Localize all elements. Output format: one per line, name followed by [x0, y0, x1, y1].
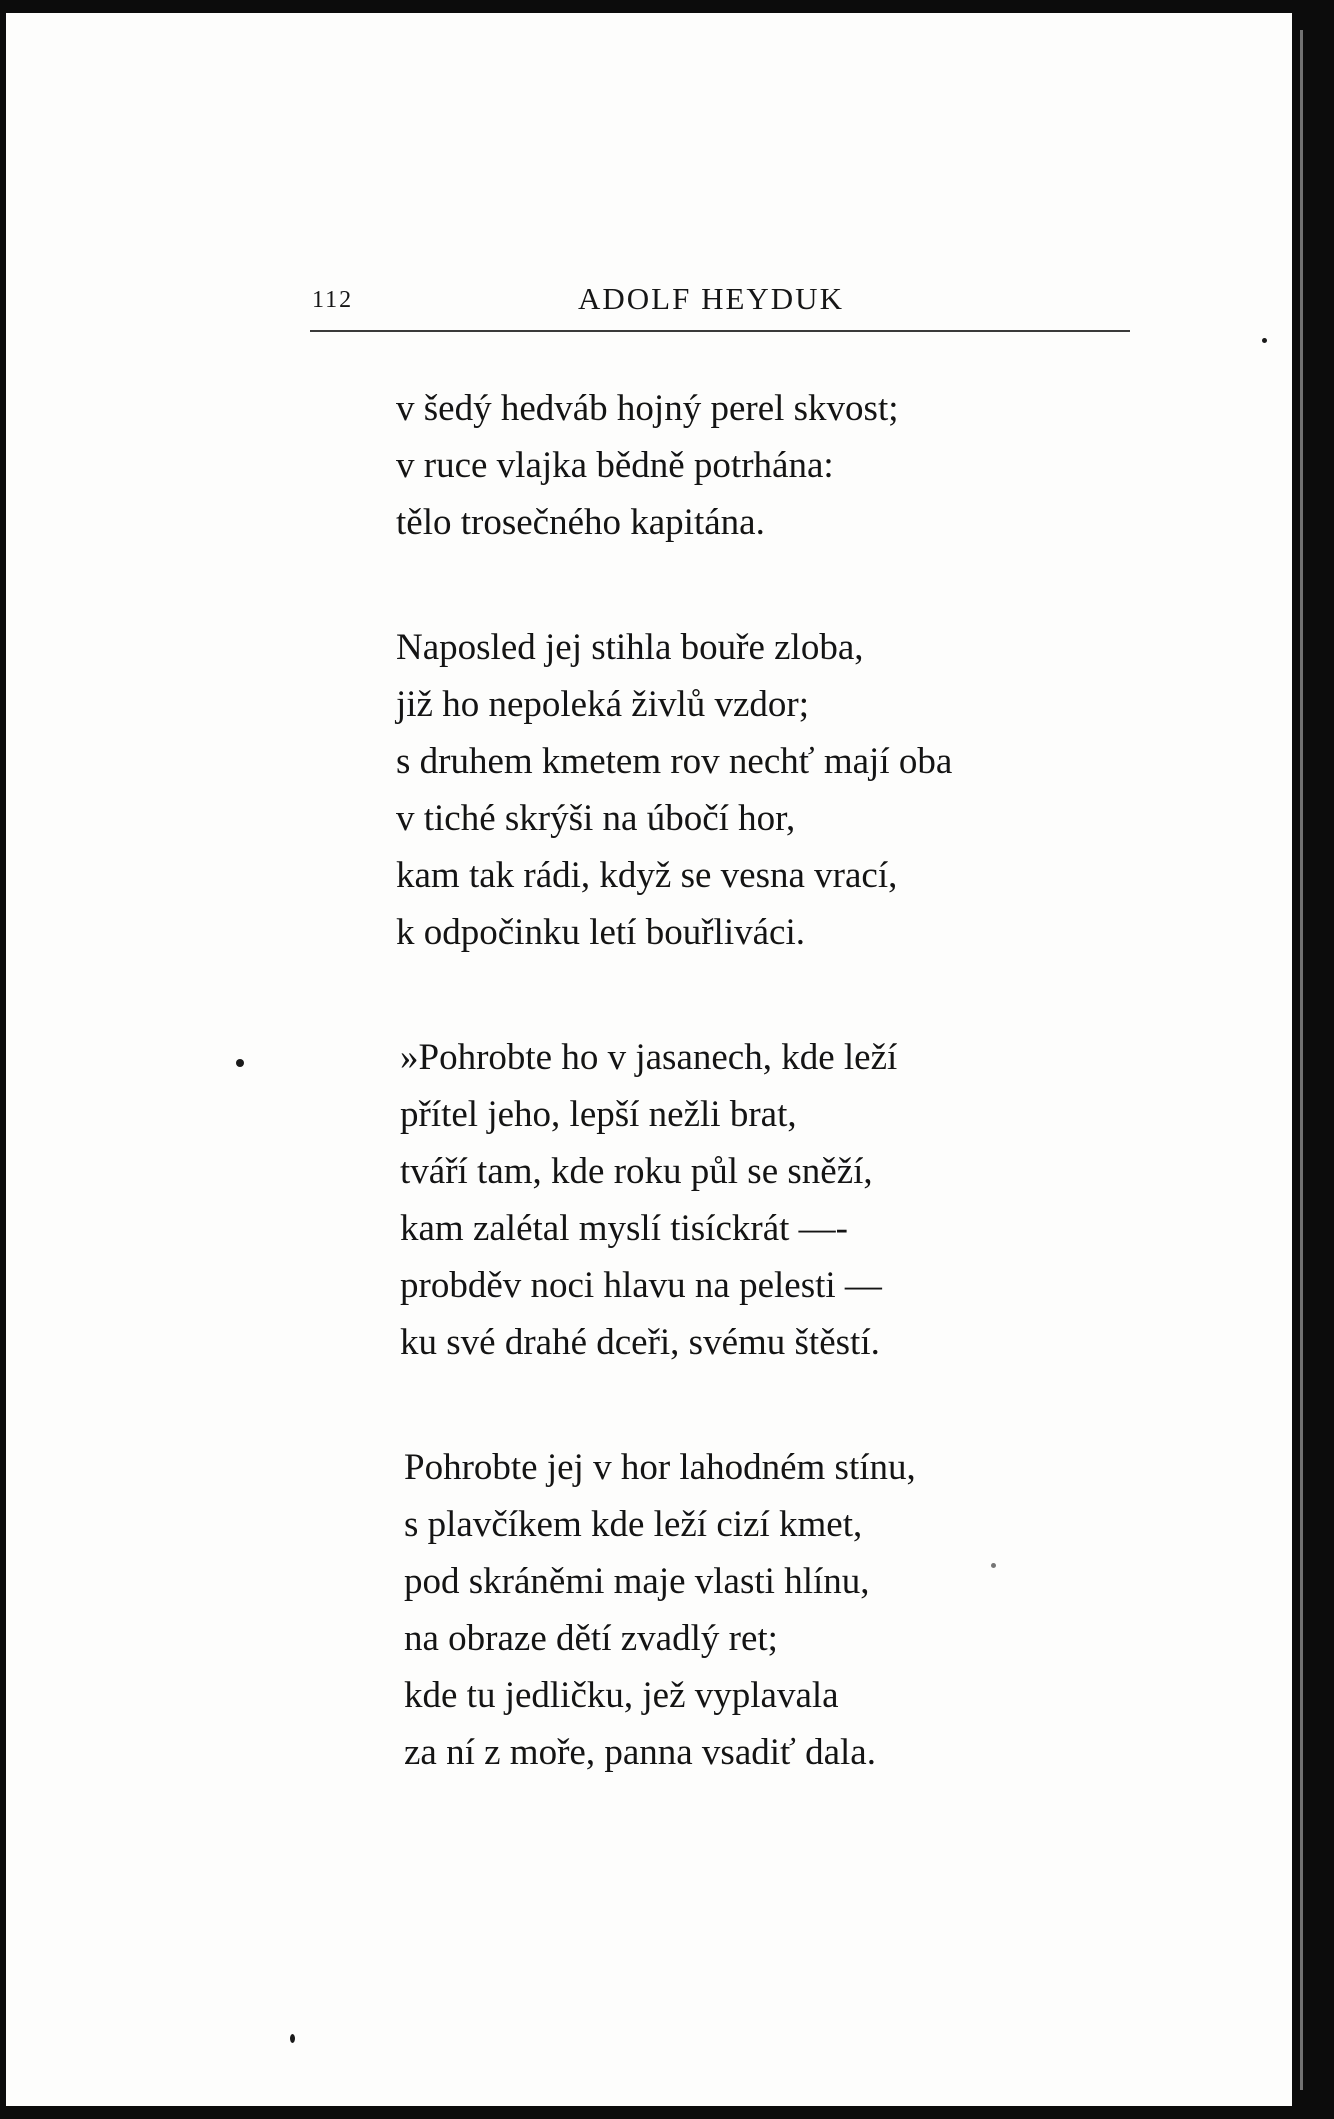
verse-line: na obraze dětí zvadlý ret; [404, 1618, 778, 1659]
verse-line: kam tak rádi, když se vesna vrací, [396, 855, 898, 896]
verse-line: přítel jeho, lepší nežli brat, [400, 1094, 797, 1135]
verse-line: v ruce vlajka bědně potrhána: [396, 445, 834, 486]
verse-line: Pohrobte jej v hor lahodném stínu, [404, 1447, 916, 1488]
verse-line: s druhem kmetem rov nechť mají oba [396, 741, 953, 782]
stanza [404, 1439, 1156, 1781]
verse-line: ku své drahé dceři, svému štěstí. [400, 1322, 880, 1363]
ink-speck [236, 1059, 244, 1067]
verse-line: kde tu jedličku, jež vyplavala [404, 1675, 839, 1716]
ink-speck [991, 1563, 996, 1568]
ink-speck [1262, 338, 1267, 343]
verse-line: za ní z moře, panna vsadiť dala. [404, 1732, 876, 1773]
verse-line: v tiché skrýši na úbočí hor, [396, 798, 796, 839]
verse-line: s plavčíkem kde leží cizí kmet, [404, 1504, 863, 1545]
verse-line: tělo trosečného kapitána. [396, 502, 765, 543]
page-number: 112 [312, 287, 354, 313]
ink-speck [290, 2034, 295, 2043]
page-header [306, 281, 1130, 321]
verse-line: v šedý hedváb hojný perel skvost; [396, 388, 899, 429]
stanza [396, 380, 1156, 551]
verse-line: »Pohrobte ho v jasanech, kde leží [400, 1037, 898, 1078]
running-title: ADOLF HEYDUK [578, 281, 844, 316]
stanza [396, 619, 1156, 961]
verse-line: tváří tam, kde roku půl se sněží, [400, 1151, 873, 1192]
verse-line: Naposled jej stihla bouře zloba, [396, 627, 864, 668]
stanza [400, 1029, 1156, 1371]
verse-line: k odpočinku letí bouřliváci. [396, 912, 805, 953]
verse-line: pod skráněmi maje vlasti hlínu, [404, 1561, 870, 1602]
page-edge [1300, 30, 1303, 2090]
verse-line: probděv noci hlavu na pelesti — [400, 1265, 882, 1306]
poem [396, 380, 1156, 1849]
verse-line: kam zalétal myslí tisíckrát —- [400, 1208, 848, 1249]
header-rule [310, 330, 1130, 332]
verse-line: již ho nepoleká živlů vzdor; [396, 684, 810, 725]
